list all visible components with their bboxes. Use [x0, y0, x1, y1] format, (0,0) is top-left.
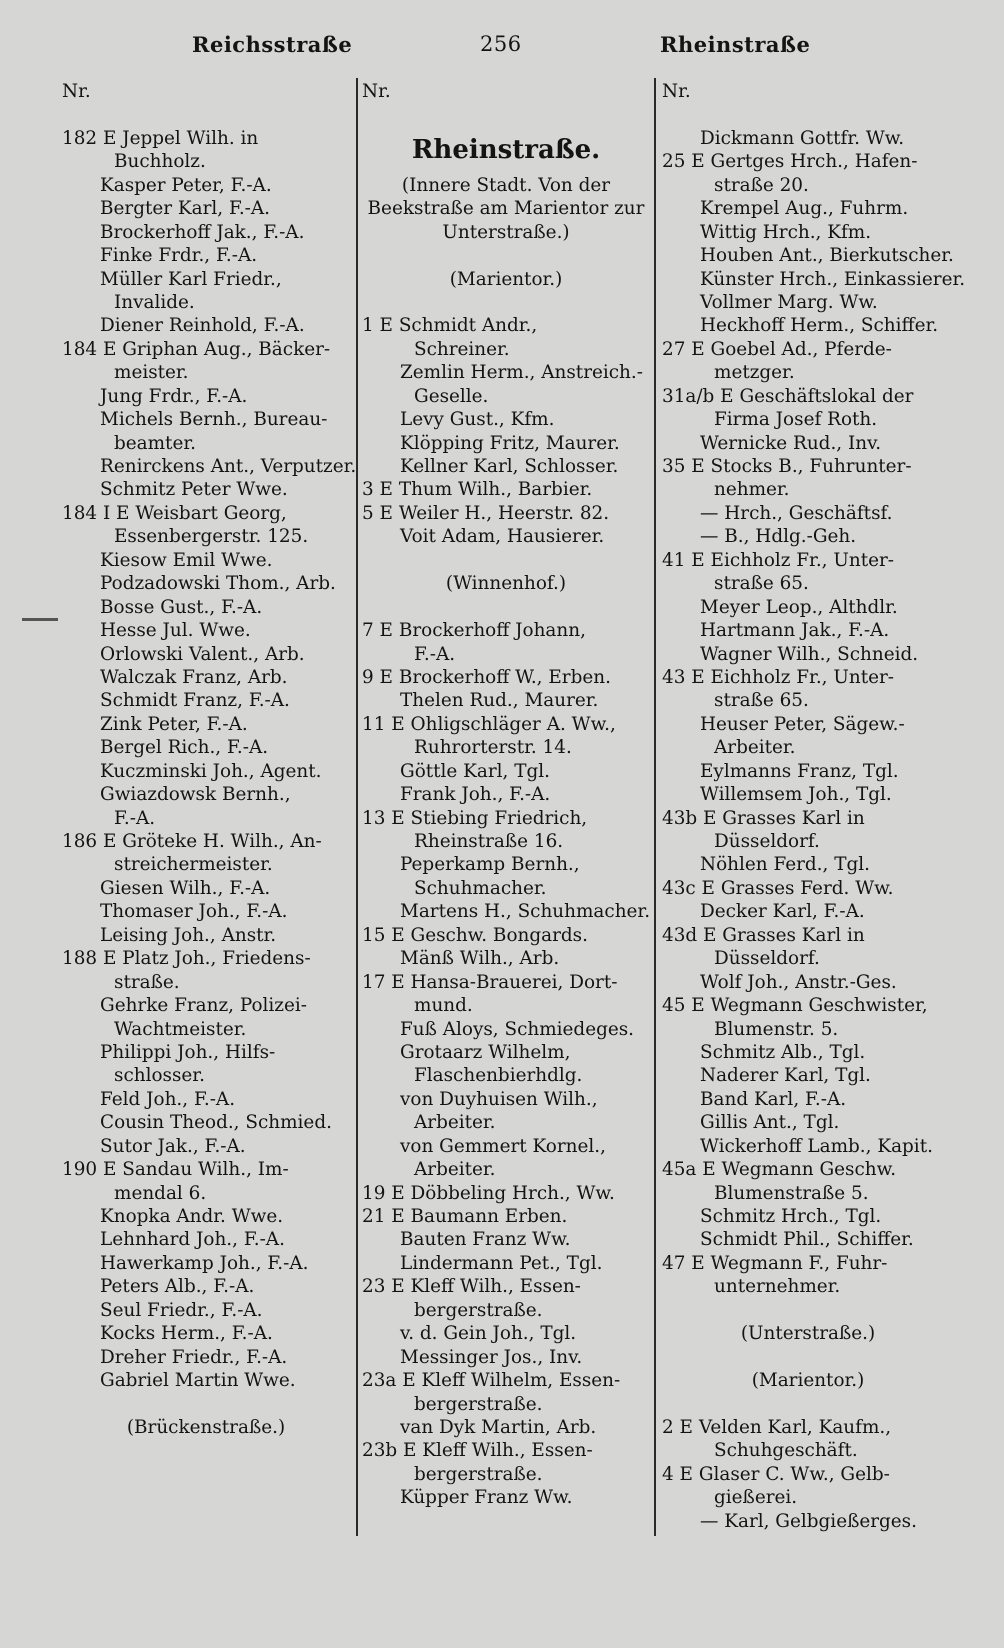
entry-line: Kasper Peter, F.-A.: [100, 174, 272, 196]
entry-line: Hawerkamp Joh., F.-A.: [100, 1252, 309, 1274]
column-divider: [356, 78, 358, 1536]
entry-line: Voit Adam, Hausierer.: [400, 526, 605, 548]
entry-line: Blumenstraße 5.: [714, 1182, 869, 1204]
entry-line: straße.: [114, 971, 180, 993]
entry-line: F.-A.: [414, 643, 456, 665]
entry-line: 19 E Döbbeling Hrch., Ww.: [362, 1182, 615, 1204]
entry-line: Grotaarz Wilhelm,: [400, 1041, 571, 1063]
entry-line: 31a/b E Geschäftslokal der: [662, 385, 914, 407]
column-middle: [362, 80, 650, 1510]
entry-line: Fuß Aloys, Schmiedeges.: [400, 1018, 635, 1040]
entry-line: F.-A.: [114, 807, 156, 829]
entry-line: Band Karl, F.-A.: [700, 1088, 847, 1110]
entry-line: Frank Joh., F.-A.: [400, 784, 551, 806]
entry-line: Wachtmeister.: [114, 1018, 247, 1040]
entry-line: Knopka Andr. Wwe.: [100, 1206, 284, 1227]
entry-line: Lindermann Pet., Tgl.: [400, 1252, 603, 1274]
entry-line: Thomaser Joh., F.-A.: [100, 901, 288, 923]
entry-line: 5 E Weiler H., Heerstr. 82.: [362, 502, 610, 524]
entry-line: Bergel Rich., F.-A.: [100, 737, 269, 759]
entry-line: Flaschenbierhdlg.: [414, 1065, 583, 1087]
entry-line: straße 65.: [714, 573, 809, 595]
entry-line: Seul Friedr., F.-A.: [100, 1299, 263, 1321]
section-heading: (Marientor.): [449, 268, 563, 290]
entry-line: Küpper Franz Ww.: [400, 1487, 573, 1509]
column-right: [662, 80, 966, 1533]
entry-line: Heuser Peter, Sägew.-: [700, 713, 905, 735]
entry-line: Naderer Karl, Tgl.: [700, 1065, 871, 1087]
entry-line: nehmer.: [714, 479, 790, 501]
entry-line: 190 E Sandau Wilh., Im-: [62, 1159, 289, 1181]
entry-line: 43d E Grasses Karl in: [662, 924, 865, 946]
entry-line: 188 E Platz Joh., Friedens-: [62, 948, 311, 970]
entry-line: 45a E Wegmann Geschw.: [662, 1159, 897, 1181]
entry-line: Buchholz.: [114, 151, 206, 173]
entry-line: Martens H., Schuhmacher.: [400, 901, 651, 923]
entry-line: 11 E Ohligschläger A. Ww.,: [362, 713, 616, 735]
entry-line: mund.: [414, 995, 473, 1017]
entry-line: Schuhmacher.: [414, 877, 547, 899]
blank-line: [362, 291, 650, 314]
entry-line: Rheinstraße 16.: [414, 831, 564, 853]
entry-line: gießerei.: [714, 1487, 798, 1509]
entry-line: Cousin Theod., Schmied.: [100, 1112, 332, 1134]
entry-line: van Dyk Martin, Arb.: [400, 1416, 597, 1438]
entry-line: von Gemmert Kornel.,: [400, 1135, 606, 1157]
entry-line: Nr.: [662, 81, 691, 102]
entry-line: bergerstraße.: [414, 1299, 543, 1321]
entry-line: Michels Bernh., Bureau-: [100, 409, 328, 431]
entry-line: Podzadowski Thom., Arb.: [100, 573, 336, 595]
entry-line: streichermeister.: [114, 854, 273, 876]
entry-line: Gwiazdowsk Bernh.,: [100, 784, 291, 806]
section-heading: (Brückenstraße.): [126, 1416, 286, 1438]
header-right-street: Rheinstraße: [660, 32, 811, 57]
entry-line: Kocks Herm., F.-A.: [100, 1323, 273, 1345]
entry-line: Sutor Jak., F.-A.: [100, 1135, 246, 1157]
entry-line: 43b E Grasses Karl in: [662, 807, 865, 829]
entry-line: straße 65.: [714, 690, 809, 712]
entry-line: 21 E Baumann Erben.: [362, 1206, 568, 1228]
entry-line: von Duyhuisen Wilh.,: [400, 1088, 598, 1110]
entry-line: Wernicke Rud., Inv.: [700, 432, 882, 454]
section-heading: (Innere Stadt. Von der: [401, 174, 611, 196]
blank-line: [362, 596, 650, 619]
blank-line: [662, 1299, 954, 1322]
entry-line: Houben Ant., Bierkutscher.: [700, 245, 954, 267]
entry-line: Wolf Joh., Anstr.-Ges.: [700, 971, 897, 993]
entry-line: Vollmer Marg. Ww.: [700, 291, 878, 313]
entry-line: Jung Frdr., F.-A.: [100, 385, 248, 407]
entry-line: Schmidt Franz, F.-A.: [100, 690, 290, 712]
section-heading: (Unterstraße.): [740, 1323, 876, 1345]
entry-line: Schmitz Hrch., Tgl.: [700, 1206, 882, 1227]
entry-line: Blumenstr. 5.: [714, 1018, 839, 1040]
entry-line: unternehmer.: [714, 1276, 841, 1298]
entry-line: Leising Joh., Anstr.: [100, 924, 277, 946]
entry-line: 184 I E Weisbart Georg,: [62, 502, 287, 524]
entry-line: 182 E Jeppel Wilh. in: [62, 127, 259, 149]
entry-line: Geselle.: [414, 385, 489, 407]
entry-line: Bosse Gust., F.-A.: [100, 596, 263, 618]
entry-line: Göttle Karl, Tgl.: [400, 760, 550, 782]
entry-line: — Hrch., Geschäftsf.: [700, 502, 893, 524]
entry-line: Feld Joh., F.-A.: [100, 1088, 236, 1110]
entry-line: Levy Gust., Kfm.: [400, 409, 555, 431]
entry-line: Walczak Franz, Arb.: [100, 666, 288, 688]
entry-line: Schreiner.: [414, 338, 510, 360]
entry-line: Düsseldorf.: [714, 831, 820, 852]
entry-line: Nr.: [362, 81, 391, 102]
entry-line: Schuhgeschäft.: [714, 1440, 858, 1462]
entry-line: 43 E Eichholz Fr., Unter-: [662, 666, 894, 688]
entry-line: mendal 6.: [114, 1182, 207, 1204]
entry-line: Klöpping Fritz, Maurer.: [400, 432, 620, 454]
entry-line: Finke Frdr., F.-A.: [100, 245, 258, 267]
entry-line: 15 E Geschw. Bongards.: [362, 924, 588, 946]
entry-line: Krempel Aug., Fuhrm.: [700, 198, 909, 220]
entry-line: Schmitz Peter Wwe.: [100, 479, 288, 501]
street-title: Rheinstraße.: [411, 134, 601, 165]
entry-line: Hesse Jul. Wwe.: [100, 620, 251, 642]
entry-line: Ruhrorterstr. 14.: [414, 737, 572, 759]
entry-line: Kuczminski Joh., Agent.: [100, 760, 322, 782]
blank-line: [362, 244, 650, 267]
entry-line: Gehrke Franz, Polizei-: [100, 995, 307, 1017]
entry-line: Nöhlen Ferd., Tgl.: [700, 854, 870, 876]
entry-line: 45 E Wegmann Geschwister,: [662, 995, 928, 1017]
column-left: [62, 80, 357, 1439]
entry-line: Firma Josef Roth.: [714, 409, 878, 431]
entry-line: 4 E Glaser C. Ww., Gelb-: [662, 1463, 890, 1485]
section-heading: Unterstraße.): [442, 221, 570, 243]
entry-line: Wagner Wilh., Schneid.: [700, 643, 919, 665]
entry-line: Messinger Jos., Inv.: [400, 1346, 583, 1368]
entry-line: bergerstraße.: [414, 1463, 543, 1485]
entry-line: Schmitz Alb., Tgl.: [700, 1041, 866, 1063]
entry-line: metzger.: [714, 362, 795, 384]
entry-line: 35 E Stocks B., Fuhrunter-: [662, 456, 912, 477]
entry-line: Diener Reinhold, F.-A.: [100, 315, 305, 337]
entry-line: Brockerhoff Jak., F.-A.: [100, 221, 305, 243]
entry-line: Renirckens Ant., Verputzer.: [100, 456, 357, 477]
blank-line: [662, 1346, 954, 1369]
blank-line: [62, 1393, 350, 1416]
entry-line: Dreher Friedr., F.-A.: [100, 1346, 288, 1368]
entry-line: Arbeiter.: [414, 1159, 496, 1181]
entry-line: 23a E Kleff Wilhelm, Essen-: [362, 1370, 621, 1392]
entry-line: Zink Peter, F.-A.: [100, 713, 248, 735]
entry-line: Arbeiter.: [714, 737, 796, 759]
entry-line: 13 E Stiebing Friedrich,: [362, 807, 588, 829]
entry-line: — Karl, Gelbgießerges.: [700, 1510, 917, 1532]
entry-line: bergerstraße.: [414, 1393, 543, 1415]
entry-line: Wittig Hrch., Kfm.: [700, 221, 872, 243]
entry-line: Gillis Ant., Tgl.: [700, 1112, 840, 1134]
section-heading: Beekstraße am Marientor zur: [367, 198, 645, 220]
entry-line: v. d. Gein Joh., Tgl.: [400, 1323, 577, 1345]
entry-line: 186 E Gröteke H. Wilh., An-: [62, 831, 322, 852]
entry-line: Lehnhard Joh., F.-A.: [100, 1229, 285, 1251]
blank-line: [362, 103, 650, 126]
entry-line: Arbeiter.: [414, 1112, 496, 1134]
blank-line: [662, 1393, 954, 1416]
entry-line: 3 E Thum Wilh., Barbier.: [362, 479, 593, 501]
entry-line: Philippi Joh., Hilfs-: [100, 1041, 276, 1063]
entry-line: 9 E Brockerhoff W., Erben.: [362, 666, 611, 688]
entry-line: 2 E Velden Karl, Kaufm.,: [662, 1416, 892, 1438]
entry-line: 1 E Schmidt Andr.,: [362, 315, 538, 337]
entry-line: Invalide.: [114, 291, 195, 313]
entry-line: — B., Hdlg.-Geh.: [700, 526, 857, 548]
entry-line: 43c E Grasses Ferd. Ww.: [662, 877, 894, 899]
entry-line: Nr.: [62, 81, 91, 102]
entry-line: 17 E Hansa-Brauerei, Dort-: [362, 971, 618, 993]
entry-line: schlosser.: [114, 1065, 205, 1087]
entry-line: Bauten Franz Ww.: [400, 1229, 571, 1251]
entry-line: 184 E Griphan Aug., Bäcker-: [62, 338, 331, 360]
entry-line: 23b E Kleff Wilh., Essen-: [362, 1440, 593, 1462]
entry-line: 27 E Goebel Ad., Pferde-: [662, 338, 892, 360]
entry-line: Giesen Wilh., F.-A.: [100, 877, 271, 899]
entry-line: 7 E Brockerhoff Johann,: [362, 620, 586, 642]
entry-line: Kiesow Emil Wwe.: [100, 549, 273, 571]
header-left-street: Reichsstraße: [192, 32, 353, 57]
entry-line: Schmidt Phil., Schiffer.: [700, 1229, 914, 1251]
blank-line: [662, 103, 954, 126]
entry-line: Wickerhoff Lamb., Kapit.: [700, 1135, 933, 1157]
entry-line: Meyer Leop., Althdlr.: [700, 596, 898, 618]
entry-line: meister.: [114, 362, 189, 384]
entry-line: Thelen Rud., Maurer.: [400, 690, 599, 712]
column-divider: [654, 78, 656, 1536]
entry-line: 47 E Wegmann F., Fuhr-: [662, 1252, 888, 1274]
entry-line: Kellner Karl, Schlosser.: [400, 456, 619, 478]
entry-line: Mänß Wilh., Arb.: [400, 948, 560, 970]
entry-line: Müller Karl Friedr.,: [100, 268, 282, 290]
entry-line: Düsseldorf.: [714, 948, 820, 970]
entry-line: straße 20.: [714, 174, 809, 196]
entry-line: Eylmanns Franz, Tgl.: [700, 760, 899, 782]
entry-line: 41 E Eichholz Fr., Unter-: [662, 549, 894, 571]
entry-line: Peperkamp Bernh.,: [400, 854, 580, 876]
entry-line: Hartmann Jak., F.-A.: [700, 620, 890, 642]
entry-line: Peters Alb., F.-A.: [100, 1276, 255, 1298]
entry-line: Decker Karl, F.-A.: [700, 901, 865, 923]
entry-line: 25 E Gertges Hrch., Hafen-: [662, 151, 918, 173]
entry-line: Willemsem Joh., Tgl.: [700, 784, 892, 806]
entry-line: Künster Hrch., Einkassierer.: [700, 268, 966, 290]
entry-line: beamter.: [114, 432, 196, 454]
entry-line: Essenbergerstr. 125.: [114, 526, 309, 548]
blank-line: [362, 549, 650, 572]
section-heading: (Marientor.): [751, 1370, 865, 1392]
entry-line: 23 E Kleff Wilh., Essen-: [362, 1276, 581, 1298]
entry-line: Heckhoff Herm., Schiffer.: [700, 315, 939, 337]
page-header: [0, 32, 1004, 68]
entry-line: Bergter Karl, F.-A.: [100, 198, 271, 220]
entry-line: Orlowski Valent., Arb.: [100, 643, 305, 665]
page-number: 256: [480, 32, 522, 56]
margin-mark: [22, 618, 58, 621]
entry-line: Gabriel Martin Wwe.: [100, 1370, 296, 1392]
entry-line: Zemlin Herm., Anstreich.-: [400, 362, 643, 384]
entry-line: Dickmann Gottfr. Ww.: [700, 127, 905, 149]
blank-line: [62, 103, 350, 126]
section-heading: (Winnenhof.): [445, 573, 567, 595]
